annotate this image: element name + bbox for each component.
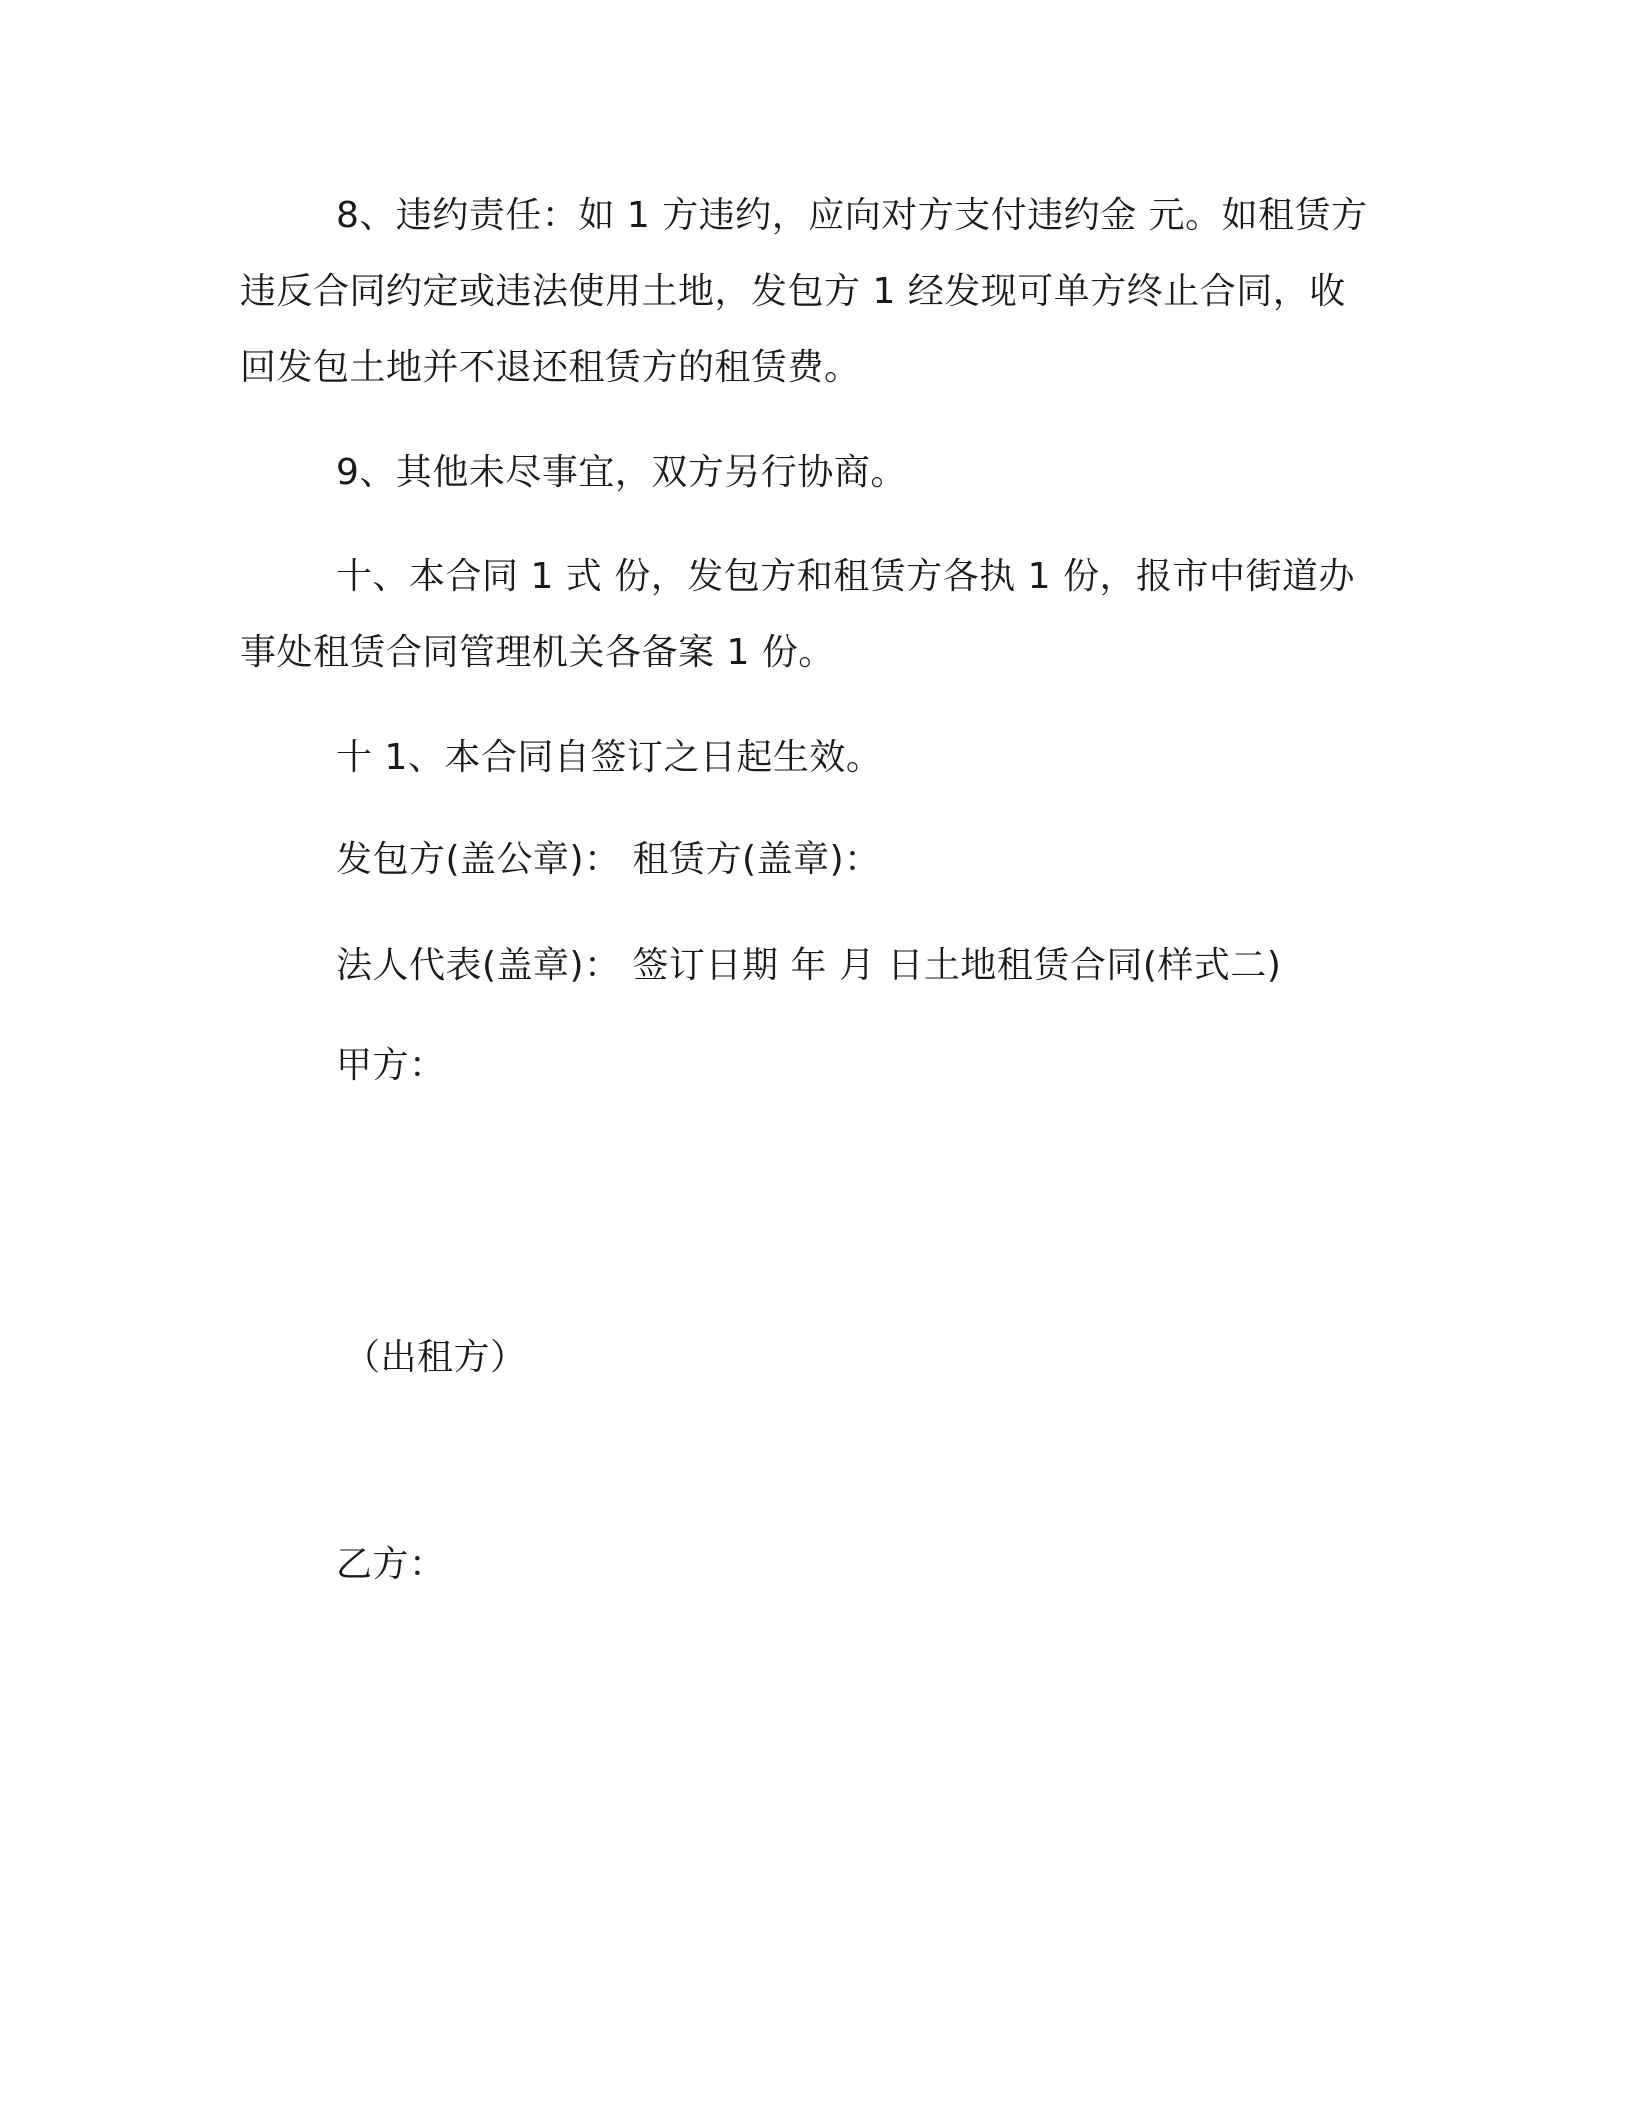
signature-line-1 <box>240 822 1390 898</box>
clause-9-line: 9、其他未尽事宜，双方另行协商。 <box>336 452 907 493</box>
clause-8-line-3: 回发包土地并不退还租赁方的租赁费。 <box>240 347 861 388</box>
clause-10-line-2: 事处租赁合同管理机关各备案 1 份。 <box>240 632 835 673</box>
clause-11-line: 十 1、本合同自签订之日起生效。 <box>336 737 883 778</box>
lessor-note-label: （出租方） <box>344 1337 527 1378</box>
clause-10-line-1: 十、本合同 1 式 份，发包方和租赁方各执 1 份，报市中街道办 <box>336 556 1356 597</box>
clause-8-paragraph <box>240 178 1390 406</box>
party-b-label: 乙方： <box>336 1544 446 1585</box>
party-b-heading <box>240 1527 1390 1603</box>
signature-line-2 <box>240 928 1390 1004</box>
clause-10-paragraph <box>240 539 1390 691</box>
legal-rep-date-line: 法人代表(盖章)： 签订日期 年 月 日土地租赁合同(样式二) <box>336 945 1282 986</box>
party-a-heading <box>240 1028 1390 1104</box>
issuer-lessee-seal-line: 发包方(盖公章)： 租赁方(盖章)： <box>336 839 881 880</box>
clause-11-paragraph <box>240 720 1390 796</box>
party-a-label: 甲方： <box>336 1045 446 1086</box>
clause-9-paragraph <box>240 435 1390 511</box>
clause-8-line-1: 8、违约责任：如 1 方违约，应向对方支付违约金 元。如租赁方 <box>336 195 1368 236</box>
lessor-note <box>240 1320 1390 1396</box>
clause-8-line-2: 违反合同约定或违法使用土地，发包方 1 经发现可单方终止合同，收 <box>240 271 1346 312</box>
